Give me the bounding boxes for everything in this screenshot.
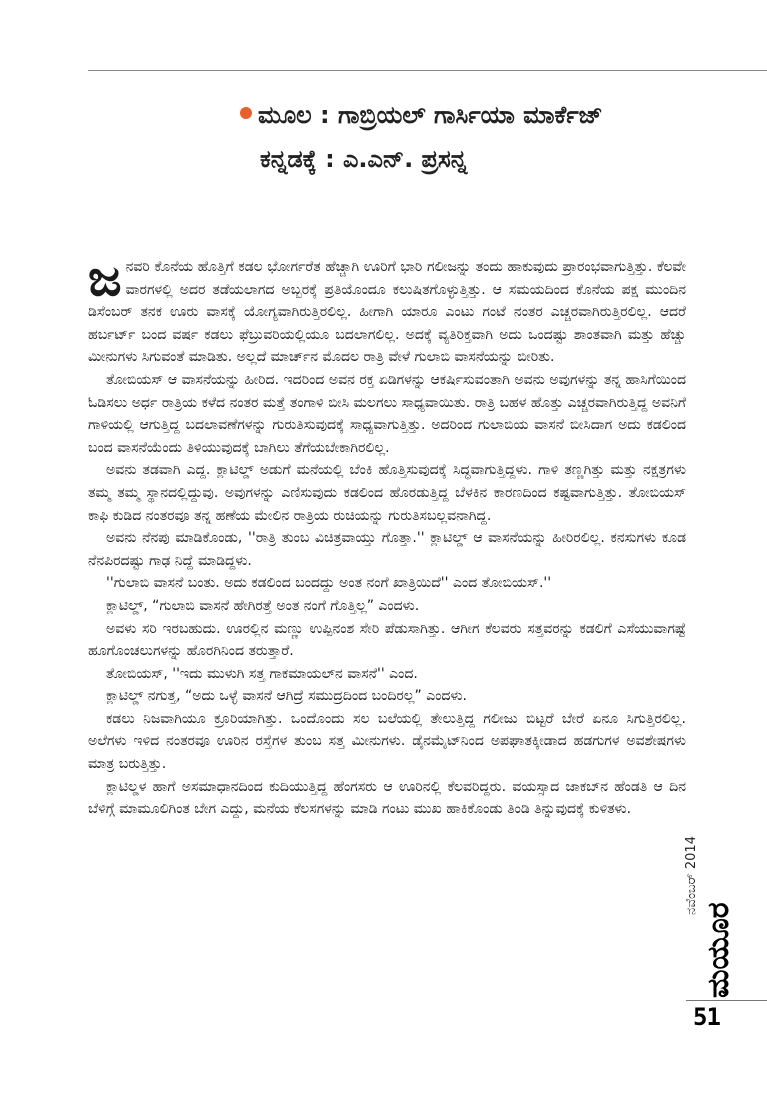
translator-line: ಕನ್ನಡಕ್ಕೆ : ಎ.ಎನ್. ಪ್ರಸನ್ನ bbox=[260, 145, 468, 173]
paragraph-7: ಅವಳು ಸರಿ ಇರಬಹುದು. ಊರಲ್ಲಿನ ಮಣ್ಣು ಉಪ್ಪಿನಂಶ ಸೇರಿ ಪೆಡುಸಾಗಿತ್ತು. ಆಗೀಗ ಕೆಲವರು ಸತ್ತವರನ್ನು ಕಡಲಿಗೆ ಎಸೆಯುವಾಗಷ್ಟೆ ಹೂಗೊಂಚಲುಗಳನ್ನು ಹೊರಗಿನಿಂದ ತರುತ್ತಾರೆ. bbox=[88, 620, 686, 660]
paragraph-1-first-line: ನವರಿ ಕೊನೆಯ ಹೊತ್ತಿಗೆ ಕಡಲ ಭೋರ್ಗರೆತ ಹೆಚ್ಚಾಗಿ ಊರಿಗೆ ಭಾರಿ ಗಲೀಜನ್ನು ತಂದು bbox=[125, 259, 503, 275]
paragraph-3: ಅವನು ತಡವಾಗಿ ಎದ್ದ. ಕ್ಲಾಟಿಲ್ಡ್ ಅಡುಗೆ ಮನೆಯಲ್ಲಿ ಬೆಂಕಿ ಹೊತ್ತಿಸುವುದಕ್ಕೆ ಸಿದ್ಧವಾಗುತ್ತಿದ್ದಳು. ಗಾಳಿ ತಣ್ಣಗಿತ್ತು ಮತ್ತು ನಕ್ಷತ್ರಗಳು ತಮ್ಮ ತಮ್ಮ ಸ್ಥಾನದಲ್ಲಿದ್ದುವು. ಅವುಗಳನ್ನು ಎಣಿಸುವುದು ಕಡಲಿಂದ ಹೊರಡುತ್ತಿದ್ದ ಬೆಳಕಿನ ಕಾರಣದಿಂದ ಕಷ್ಟವಾಗುತ್ತಿತ್ತು. ತೋಬಿಯಸ್ ಕಾಫಿ ಕುಡಿದ ನಂತರವೂ ತನ್ನ ಹಣೆಯ ಮೇಲಿನ ರಾತ್ರಿಯ ರುಚಿಯನ್ನು ಗುರುತಿಸಬಲ್ಲವನಾಗಿದ್ದ. bbox=[88, 462, 686, 524]
byline bbox=[240, 93, 603, 181]
page-number: 51 bbox=[693, 1003, 720, 1031]
paragraph-8: ತೋಬಿಯಸ್, ''ಇದು ಮುಳುಗಿ ಸತ್ತ ಗಾಕಮಾಯಲ್‌ನ ವಾಸನೆ'' ಎಂದ. bbox=[106, 665, 418, 682]
paragraph-9: ಕ್ಲಾಟಿಲ್ಡ್ ನಗುತ್ತ, “ಅದು ಒಳ್ಳೆ ವಾಸನೆ ಆಗಿದ್ರೆ ಸಮುದ್ರದಿಂದ ಬಂದಿರಲ್ಲ” ಎಂದಳು. bbox=[106, 688, 467, 705]
footer-divider bbox=[686, 1000, 767, 1001]
mayura-logo bbox=[694, 796, 736, 1001]
magazine-sidebar bbox=[694, 796, 736, 1011]
paragraph-11: ಕ್ಲಾಟಿಲ್ಡಳ ಹಾಗೆ ಅಸಮಾಧಾನದಿಂದ ಕುದಿಯುತ್ತಿದ್ದ ಹೆಂಗಸರು ಆ ಊರಿನಲ್ಲಿ ಕೆಲವರಿದ್ದರು. ವಯಸ್ಸಾದ ಜಾಕಬ್‌ನ ಹೆಂಡತಿ ಆ ದಿನ ಬೆಳಿಗ್ಗೆ ಮಾಮೂಲಿಗಿಂತ ಬೇಗ ಎದ್ದು, ಮನೆಯ ಕೆಲಸಗಳನ್ನು ಮಾಡಿ ಗಂಟು ಮುಖ ಹಾಕಿಕೊಂಡು ತಿಂಡಿ ತಿನ್ನುವುದಕ್ಕೆ ಕುಳಿತಳು. bbox=[88, 778, 686, 818]
paragraph-10: ಕಡಲು ನಿಜವಾಗಿಯೂ ಕ್ರೂರಿಯಾಗಿತ್ತು. ಒಂದೊಂದು ಸಲ ಬಲೆಯಲ್ಲಿ ತೇಲುತ್ತಿದ್ದ ಗಲೀಜು ಬಿಟ್ಟರೆ ಬೇರೆ ಏನೂ ಸಿಗುತ್ತಿರಲಿಲ್ಲ. ಅಲೆಗಳು ಇಳಿದ ನಂತರವೂ ಊರಿನ ರಸ್ತೆಗಳ ತುಂಬ ಸತ್ತ ಮೀನುಗಳು. ಡೈನಮೈಟ್‌ನಿಂದ ಅಪಘಾತಕ್ಕೀಡಾದ ಹಡಗುಗಳ ಅವಶೇಷಗಳು ಮಾತ್ರ ಬರುತ್ತಿತ್ತು. bbox=[88, 710, 686, 773]
orange-bullet-icon bbox=[240, 107, 252, 119]
author-line bbox=[240, 93, 603, 137]
article-body bbox=[88, 248, 686, 821]
author-text: ಮೂಲ : ಗಾಬ್ರಿಯಲ್ ಗಾರ್ಸಿಯಾ ಮಾರ್ಕೆಜ್ bbox=[258, 101, 603, 129]
top-divider bbox=[88, 70, 767, 71]
paragraph-5: ''ಗುಲಾಬಿ ವಾಸನೆ ಬಂತು. ಅದು ಕಡಲಿಂದ ಬಂದದ್ದು ಅಂತ ನಂಗೆ ಖಾತ್ರಿಯಿದೆ'' ಎಂದ ತೋಬಿಯಸ್.'' bbox=[106, 575, 552, 592]
issue-date: ನವೆಂಬರ್ 2014 bbox=[684, 836, 699, 915]
brand-name: ಮಯೂರ bbox=[701, 902, 736, 998]
paragraph-6: ಕ್ಲಾಟಿಲ್ಡ್, “ಗುಲಾಬಿ ವಾಸನೆ ಹೇಗಿರತ್ತೆ ಅಂತ ನಂಗೆ ಗೊತ್ತಿಲ್ಲ” ಎಂದಳು. bbox=[106, 597, 420, 614]
paragraph-1 bbox=[88, 248, 686, 369]
paragraph-2: ತೋಬಿಯಸ್ ಆ ವಾಸನೆಯನ್ನು ಹೀರಿದ. ಇದರಿಂದ ಅವನ ರಕ್ತ ಏಡಿಗಳನ್ನು ಆಕರ್ಷಿಸುವಂತಾಗಿ ಅವನು ಅವುಗಳನ್ನು ತನ್ನ ಹಾಸಿಗೆಯಿಂದ ಓಡಿಸಲು ಅರ್ಧ ರಾತ್ರಿಯ ಕಳೆದ ನಂತರ ಮತ್ತೆ ತಂಗಾಳಿ ಬೀಸಿ ಮಲಗಲು ಸಾಧ್ಯವಾಯಿತು. ರಾತ್ರಿ ಬಹಳ ಹೊತ್ತು ಎಚ್ಚರವಾಗಿರುತ್ತಿದ್ದ ಅವನಿಗೆ ಗಾಳಿಯಲ್ಲಿ ಆಗುತ್ತಿದ್ದ ಬದಲಾವಣೆಗಳನ್ನು ಗುರುತಿಸುವುದಕ್ಕೆ ಸಾಧ್ಯವಾಗುತ್ತಿತ್ತು. ಅದರಿಂದ ಗುಲಾಬಿಯ ವಾಸನೆ ಬೀಸಿದಾಗ ಅದು ಕಡಲಿಂದ ಬಂದ ವಾಸನೆಯೆಂದು ತಿಳಿಯುವುದಕ್ಕೆ ಬಾಗಿಲು ತೆಗೆಯಬೇಕಾಗಿರಲಿಲ್ಲ. bbox=[88, 371, 686, 456]
paragraph-4: ಅವನು ನೆನಪು ಮಾಡಿಕೊಂಡು, ''ರಾತ್ರಿ ತುಂಬ ವಿಚಿತ್ರವಾಯ್ತು ಗೊತ್ತಾ.'' ಕ್ಲಾಟಿಲ್ಡ್ ಆ ವಾಸನೆಯನ್ನು ಹೀರಿರಲಿಲ್ಲ. ಕನಸುಗಳು ಕೂಡ ನೆನಪಿರದಷ್ಟು ಗಾಢ ನಿದ್ದೆ ಮಾಡಿದ್ದಳು. bbox=[88, 530, 686, 569]
paragraph-1-rest: ಹಾಕುವುದು ಪ್ರಾರಂಭವಾಗುತ್ತಿತ್ತು. ಕೆಲವೇ ವಾರಗಳಲ್ಲಿ ಅದರ ತಡೆಯಲಾಗದ ಅಬ್ಬರಕ್ಕೆ ಪ್ರತಿಯೊಂದೂ ಕಲುಷಿತಗೊಳ್ಳುತ್ತಿತ್ತು. ಆ ಸಮಯದಿಂದ ಕೊನೆಯ ಪಕ್ಷ ಮುಂದಿನ ಡಿಸೆಂಬರ್ ತನಕ ಊರು ವಾಸಕ್ಕೆ ಯೋಗ್ಯವಾಗಿರುತ್ತಿರಲಿಲ್ಲ. ಹೀಗಾಗಿ ಯಾರೂ ಎಂಟು ಗಂಟೆ ನಂತರ ಎಚ್ಚರವಾಗಿರುತ್ತಿರಲಿಲ್ಲ. ಆದರೆ ಹರ್ಬರ್ಟ್ ಬಂದ ವರ್ಷ ಕಡಲು ಫೆಬ್ರುವರಿಯಲ್ಲಿಯೂ ಬದಲಾಗಲಿಲ್ಲ. ಅದಕ್ಕೆ ವ್ಯತಿರಿಕ್ತವಾಗಿ ಅದು ಒಂದಷ್ಟು ಶಾಂತವಾಗಿ ಮತ್ತು ಹೆಚ್ಚು ಮೀನುಗಳು ಸಿಗುವಂತೆ ಮಾಡಿತು. ಅಲ್ಲದೆ ಮಾರ್ಚ್‌ನ ಮೊದಲ ರಾತ್ರಿ ವೇಳೆ ಗುಲಾಬಿ ವಾಸನೆಯನ್ನು ಬೀರಿತು. bbox=[88, 259, 686, 366]
drop-cap: ಜ bbox=[88, 248, 122, 307]
